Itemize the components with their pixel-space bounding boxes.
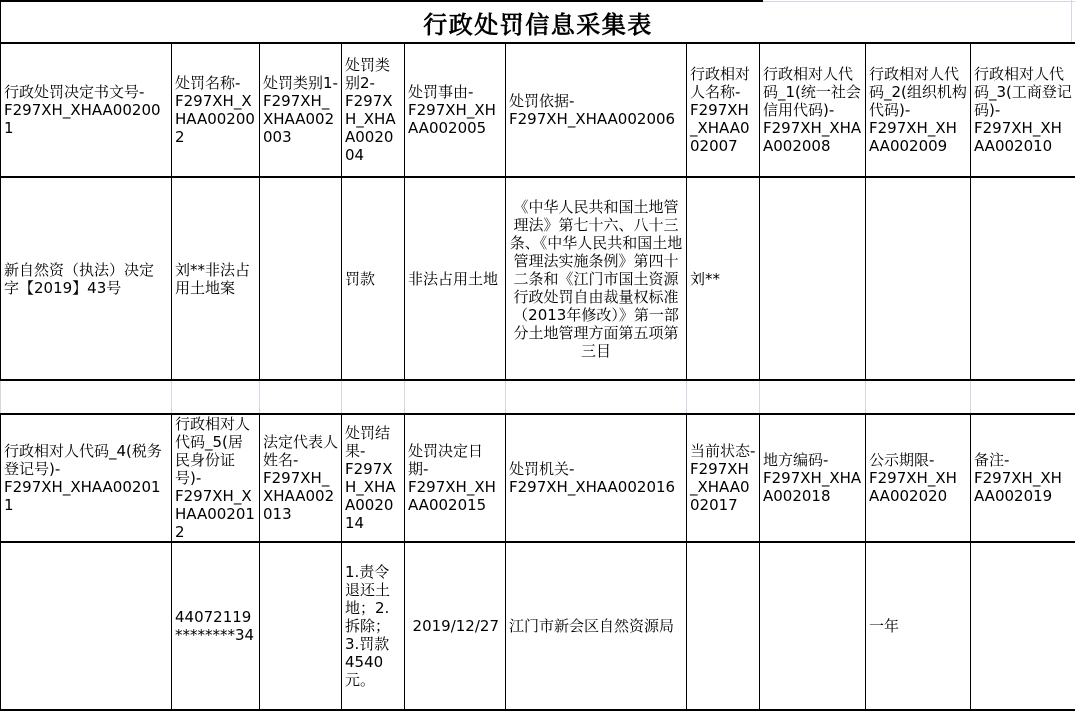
title-top-border [1, 0, 763, 2]
spreadsheet-gap-row [0, 381, 1075, 413]
table-section-1 [0, 44, 1075, 381]
t2-header-publicity-period: 公示期限-F297XH_XHAA002020 [866, 415, 971, 543]
t1-header-penalty-name: 处罚名称-F297XH_XHAA002002 [172, 44, 260, 178]
t2-value-counterpart-code-5: 44072119********34 [172, 543, 260, 711]
t2-value-remarks [971, 543, 1075, 711]
t1-header-penalty-category-1: 处罚类别1-F297XH_XHAA002003 [260, 44, 342, 178]
t1-value-counterpart-code-1 [760, 178, 866, 381]
t2-header-counterpart-code-4: 行政相对人代码_4(税务登记号)-F297XH_XHAA002011 [1, 415, 172, 543]
t1-header-penalty-decision-doc-no: 行政处罚决定书文号-F297XH_XHAA002001 [1, 44, 172, 178]
t1-value-penalty-category-2: 罚款 [342, 178, 405, 381]
t1-value-penalty-basis: 《中华人民共和国土地管理法》第七十六、八十三条、《中华人民共和国土地管理法实施条例》第四十二条和《江门市国土资源行政处罚自由裁量权标准（2013年修改）》第一部分土地管理方面第五项第三目 [506, 178, 687, 381]
t2-header-penalty-result: 处罚结果-F297XH_XHAA002014 [342, 415, 405, 543]
title-row [0, 0, 1075, 44]
t2-header-penalty-authority: 处罚机关-F297XH_XHAA002016 [506, 415, 687, 543]
title-right-gridline [1071, 0, 1072, 42]
t1-header-counterpart-code-3: 行政相对人代码_3(工商登记码)-F297XH_XHAA002010 [971, 44, 1075, 178]
t2-value-counterpart-code-4 [1, 543, 172, 711]
t1-value-penalty-category-1 [260, 178, 342, 381]
t2-value-local-code [760, 543, 866, 711]
t2-value-penalty-authority: 江门市新会区自然资源局 [506, 543, 687, 711]
t1-value-penalty-reason: 非法占用土地 [405, 178, 506, 381]
t1-value-counterpart-code-3 [971, 178, 1075, 381]
t1-header-counterpart-code-2: 行政相对人代码_2(组织机构代码)-F297XH_XHAA002009 [866, 44, 971, 178]
t1-value-penalty-name: 刘**非法占用土地案 [172, 178, 260, 381]
t1-header-counterpart-name: 行政相对人名称-F297XH_XHAA002007 [687, 44, 760, 178]
page-title: 行政处罚信息采集表 [423, 10, 653, 39]
t2-header-legal-representative-name: 法定代表人姓名-F297XH_XHAA002013 [260, 415, 342, 543]
t2-value-legal-representative-name [260, 543, 342, 711]
t1-header-penalty-reason: 处罚事由-F297XH_XHAA002005 [405, 44, 506, 178]
t1-value-counterpart-name: 刘** [687, 178, 760, 381]
title-top-gridline [763, 1, 1075, 2]
t2-header-counterpart-code-5: 行政相对人代码_5(居民身份证号)-F297XH_XHAA002012 [172, 415, 260, 543]
t1-value-penalty-decision-doc-no: 新自然资（执法）决定字【2019】43号 [1, 178, 172, 381]
table-section-2 [0, 413, 1075, 711]
t2-value-current-status [687, 543, 760, 711]
t1-header-penalty-category-2: 处罚类别2-F297XH_XHAA002004 [342, 44, 405, 178]
t2-value-penalty-decision-date: 2019/12/27 [405, 543, 506, 711]
t1-header-counterpart-code-1: 行政相对人代码_1(统一社会信用代码)-F297XH_XHAA002008 [760, 44, 866, 178]
t2-value-penalty-result: 1.责令退还土地；2.拆除；3.罚款4540元。 [342, 543, 405, 711]
t1-value-counterpart-code-2 [866, 178, 971, 381]
t2-value-publicity-period: 一年 [866, 543, 971, 711]
t2-header-remarks: 备注-F297XH_XHAA002019 [971, 415, 1075, 543]
t1-header-penalty-basis: 处罚依据-F297XH_XHAA002006 [506, 44, 687, 178]
t2-header-penalty-decision-date: 处罚决定日期-F297XH_XHAA002015 [405, 415, 506, 543]
t2-header-current-status: 当前状态-F297XH_XHAA002017 [687, 415, 760, 543]
t2-header-local-code: 地方编码-F297XH_XHAA002018 [760, 415, 866, 543]
